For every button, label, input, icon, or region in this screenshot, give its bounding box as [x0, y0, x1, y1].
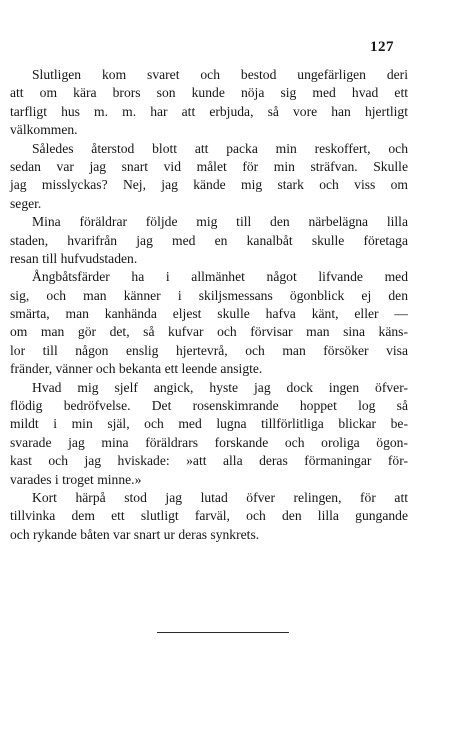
text-line: resan till hufvudstaden. — [10, 250, 138, 266]
text-line: Således återstod blott att packa min reskoffert, och — [32, 140, 408, 156]
text-line: Slutligen kom svaret och bestod ungefärligen deri — [32, 67, 408, 82]
text-line: jag misslyckas? Nej, jag kände mig stark och viss om — [10, 177, 408, 193]
text-line: flödig bedröfvelse. Det rosenskimrande hoppet log så — [10, 398, 408, 414]
page-number: 127 — [370, 39, 394, 55]
text-line: staden, hvarifrån jag med en kanalbåt skulle företaga — [10, 232, 408, 248]
text-line: och rykande båten var snart ur deras synkrets. — [10, 526, 260, 542]
text-line: lor till någon enslig hjertevrå, och man försöker visa — [10, 342, 408, 358]
text-line: fränder, vänner och bekanta ett leende ansigte. — [10, 361, 263, 377]
text-line: tarfligt hus m. m. har att erbjuda, så vore han hjertligt — [10, 103, 408, 119]
text-line: sig, och man känner i skiljsmessans ögonblick ej den — [10, 287, 408, 303]
text-line: mildt i min själ, och med lugna tillförlitliga blickar be- — [10, 416, 408, 432]
text-line: tillvinka dem ett slutligt farväl, och den lilla gungande — [10, 508, 408, 524]
text-line: svarade jag mina föräldrars forskande och oroliga ögon- — [10, 434, 408, 450]
text-line: Hvad mig sjelf angick, hyste jag dock ingen öfver- — [32, 379, 408, 395]
text-line: Mina föräldrar följde mig till den närbelägna lilla — [32, 214, 408, 230]
body-text — [10, 66, 408, 544]
text-line: sedan var jag snart vid målet för min sträfvan. Skulle — [10, 158, 408, 174]
text-line: Ångbåtsfärder ha i allmänhet något lifvande med — [32, 269, 408, 285]
text-line: om man gör det, så kufvar och förvisar man sina käns- — [10, 324, 408, 340]
text-line: att om kära brors son kunde nöja sig med hvad ett — [10, 85, 408, 101]
text-line: kast och jag hviskade: »att alla deras förmaningar för- — [10, 453, 408, 469]
text-line: seger. — [10, 195, 42, 211]
text-line: välkommen. — [10, 122, 78, 138]
text-line: varades i troget minne.» — [10, 471, 142, 487]
text-line: Kort härpå stod jag lutad öfver relingen, för att — [32, 489, 408, 505]
section-divider — [157, 632, 289, 633]
text-line: smärta, man kanhända eljest skulle hafva känt, eller — — [10, 306, 408, 322]
